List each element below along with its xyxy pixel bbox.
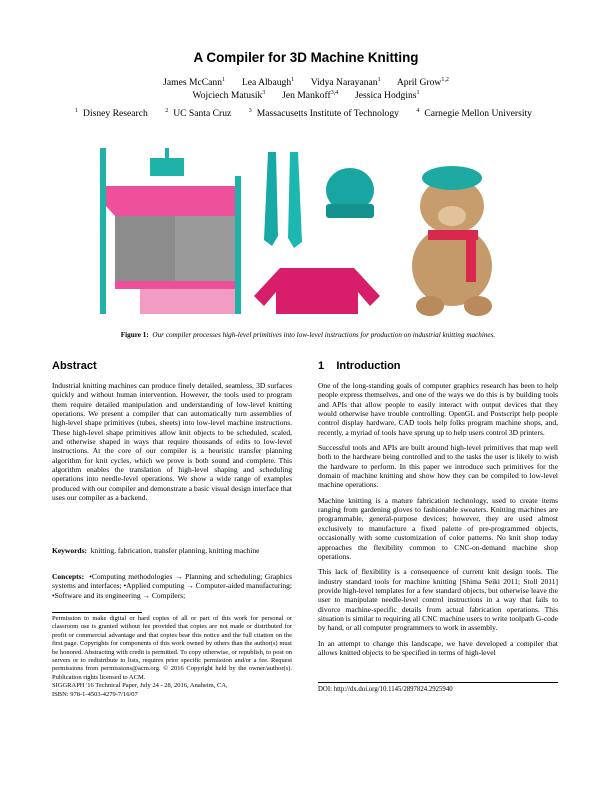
sweater-primitive-diagram bbox=[95, 146, 245, 318]
intro-paragraph: Successful tools and APIs are built around high-level primitives that map well both to the hardware being controlled and to the tasks the user is likely to wish the hardware to perform. In this paper we introduce such primitives for the domain of machine knitting and show how they can be compiled to low-level machine operations. bbox=[318, 443, 558, 490]
intro-paragraph: Machine knitting is a mature fabrication technology, used to create items ranging from gardening gloves to fashionable sweaters. Knitting machines are programmable, general-purpose devices; however, they are used almost exclusively to manufacture a fixed palette of pre-programmed objects, occasionally with some customization of color patterns. No knit shop today approaches the flexibility common to CNC-on-demand machine shop operations. bbox=[318, 495, 558, 561]
venue-text: SIGGRAPH '16 Technical Paper, July 24 - 28, 2016, Anaheim, CA, bbox=[52, 682, 228, 690]
figure-caption bbox=[68, 331, 548, 339]
footnote-rule bbox=[52, 612, 142, 613]
author: Vidya Narayanan$^1$ bbox=[310, 77, 381, 88]
affiliation: $^3$ Massacusetts Institute of Technology bbox=[248, 108, 399, 119]
body-hem bbox=[140, 289, 235, 314]
knit-scarf-photo bbox=[250, 146, 314, 252]
author: Jessica Hodgins$^1$ bbox=[354, 90, 420, 101]
figure-caption-text: Our compiler processes high-level primitives into low-level instructions for production on industrial knitting machines. bbox=[152, 331, 496, 339]
concepts bbox=[52, 572, 292, 600]
doi-rule bbox=[318, 682, 558, 683]
introduction-heading bbox=[318, 360, 401, 372]
abstract-heading: Abstract bbox=[52, 360, 97, 372]
affiliation: $^4$ Carnegie Mellon University bbox=[416, 108, 532, 119]
collar-stem bbox=[165, 148, 169, 158]
abstract-text: Industrial knitting machines can produce finely detailed, seamless, 3D surfaces quickly and without human intervention. However, the tools used to program them require detailed manipulation and understanding of low-level knitting operations. We present a compiler that can automatically turn assemblies of high-level shape primitives (tubes, sheets) into low-level machine instructions. These high-level shape primitives allow knit objects to be scheduled, scaled, and otherwise shaped in ways that require thousands of edits to low-level instructions. At the core of our compiler is a heuristic transfer planning algorithm for knit cycles, which we prove is both sound and complete. This algorithm enables the translation of high-level shaping and scheduling operations into needle-level operations. We show a wide range of examples produced with our compiler and demonstrate a basic visual design interface that uses our compiler as a backend. bbox=[52, 381, 292, 503]
intro-paragraph: In an attempt to change this landscape, we have developed a compiler that allows knitted objects to be specified in terms of high-level bbox=[318, 638, 558, 657]
body-middle-left bbox=[115, 216, 175, 281]
keywords-text: knitting, fabrication, transfer planning, knitting machine bbox=[90, 546, 260, 555]
bear-foot-right bbox=[464, 296, 492, 316]
affiliation: $^2$ UC Santa Cruz bbox=[165, 108, 232, 119]
permission-text: Permission to make digital or hard copies of all or part of this work for personal or classroom use is granted without fee provided that copies are not made or distributed for profit or commercial advantage and that copies bear this notice and the full citation on the first page. Copyrights for components of this work owned by others than the author(s) must be honored. Abstracting with credit is permitted. To copy otherwise, or republish, to post on servers or to redistribute to lists, requires prior specific permission and/or a fee. Request permissions from permissions@acm.org. © 2016 Copyright held by the owner/author(s). Publication rights licensed to ACM. bbox=[52, 615, 292, 681]
affiliations bbox=[0, 108, 612, 119]
author: James McCann$^1$ bbox=[163, 77, 226, 88]
hat-brim bbox=[326, 204, 374, 218]
bear-muzzle bbox=[438, 206, 466, 226]
left-shoulder bbox=[106, 186, 115, 216]
bear-scarf-tail bbox=[466, 236, 476, 282]
isbn-text: ISBN: 978-1-4503-4279-7/16/07 bbox=[52, 690, 138, 698]
author: Lea Albaugh$^1$ bbox=[241, 77, 295, 88]
author: Jen Mankoff$^{3,4}$ bbox=[282, 90, 339, 101]
teddy-bear-photo bbox=[388, 146, 516, 318]
concepts-label: Concepts: bbox=[52, 572, 85, 581]
author: Wojciech Matusik$^3$ bbox=[192, 90, 266, 101]
body-top-sheet bbox=[115, 186, 235, 216]
body-band bbox=[115, 281, 235, 289]
knit-sweater-photo bbox=[250, 256, 384, 318]
right-sleeve-tube bbox=[235, 176, 241, 314]
left-sleeve-tube bbox=[100, 148, 106, 314]
introduction-body bbox=[318, 381, 558, 657]
abstract-body bbox=[52, 381, 292, 508]
author-line-2 bbox=[0, 87, 612, 102]
keywords bbox=[52, 546, 292, 555]
section-number: 1 bbox=[318, 360, 325, 372]
bear-hat bbox=[422, 166, 482, 190]
knit-hat-photo bbox=[316, 146, 384, 252]
collar-tube bbox=[150, 158, 184, 176]
doi[interactable]: DOI: http://dx.doi.org/10.1145/2897824.2925940 bbox=[318, 686, 453, 693]
paper-title: A Compiler for 3D Machine Knitting bbox=[193, 50, 419, 65]
permission-notice bbox=[52, 615, 292, 699]
section-title: Introduction bbox=[336, 360, 401, 372]
affiliation: $^1$ Disney Research bbox=[75, 108, 148, 119]
bear-foot-left bbox=[416, 296, 444, 316]
keywords-label: Keywords: bbox=[52, 546, 87, 555]
figure-label: Figure 1: bbox=[120, 331, 149, 339]
author: April Grow$^{1,2}$ bbox=[396, 77, 449, 88]
concepts-text: •Computing methodologies → Planning and scheduling; Graphics systems and interfaces; •Applied computing → Computer-aided manufacturing; •Software and its engineering → Compilers; bbox=[52, 572, 292, 600]
intro-paragraph: One of the long-standing goals of computer graphics research has been to help people express themselves, and one of the ways we do this is by building tools and APIs that allow people to easily interact with output devices that they would otherwise have trouble controlling. OpenGL and Postscript help people control display hardware, CAD tools help folks program machine shops, and, recently, a myriad of tools have sprung up to help users control 3D printers. bbox=[318, 381, 558, 437]
intro-paragraph: This lack of flexibility is a consequence of current knit design tools. The industry standard tools for machine knitting [Shima Seiki 2011; Stoll 2011] provide high-level templates for a few standard objects, but otherwise leave the user to manipulate needle-level control instructions in a way that fails to divorce machine-specific details from actual fabrication operations. This situation is similar to requiring all CNC machine users to write toolpath G-code by hand, or all computer programmers to work in assembly. bbox=[318, 567, 558, 633]
